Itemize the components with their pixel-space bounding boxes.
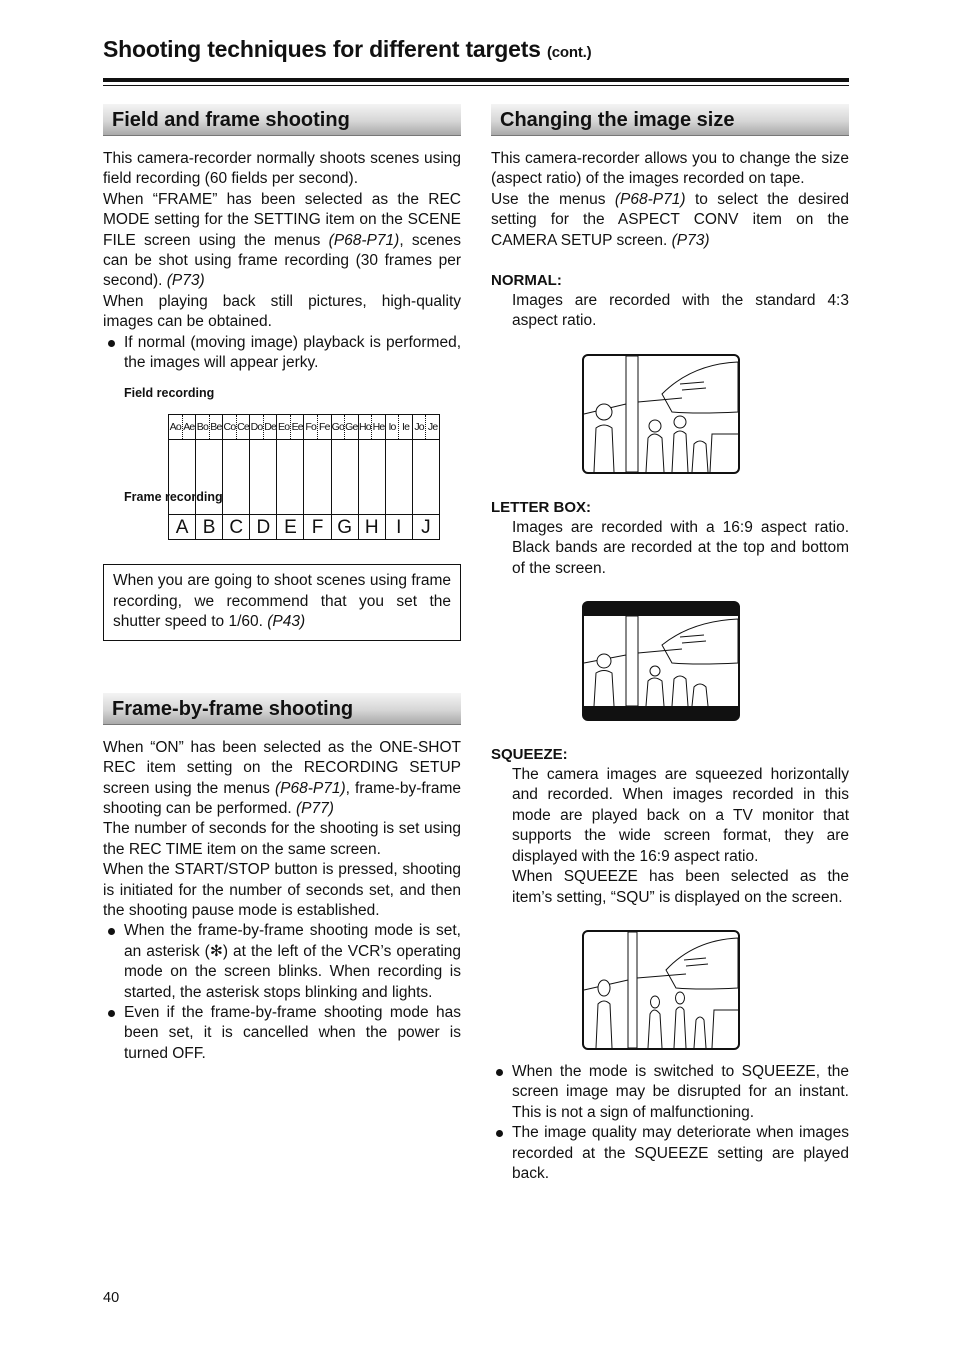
left-column xyxy=(103,104,461,1064)
even-field-label: De xyxy=(264,421,277,434)
title-rule-thick xyxy=(103,78,849,82)
frame-cell: J xyxy=(412,515,439,539)
squeeze-aspect-illustration xyxy=(582,930,740,1050)
page-number: 40 xyxy=(103,1290,120,1306)
odd-field-label: Jo xyxy=(413,415,427,439)
even-field-label: Be xyxy=(210,421,222,434)
recommendation-note-box xyxy=(103,564,461,640)
field-cell xyxy=(222,415,249,439)
field-cell xyxy=(331,415,358,439)
frame-cell: F xyxy=(303,515,330,539)
frame-by-frame-bullet-1: When the frame-by-frame shooting mode is set, an asterisk (✻) at the left of the VCR’s operating mode on the screen blinks. When recording is started, the asterisk stops blinking and lights. xyxy=(103,921,461,1003)
frame-recording-caption: Frame recording xyxy=(124,490,223,505)
frame-by-frame-para-1: When “ON” has been selected as the ONE-SHOT REC item setting on the RECORDING SETUP screen using the menus (P68-P71), frame-by-frame shooting can be performed. (P77) xyxy=(103,738,461,817)
letterbox-aspect-illustration xyxy=(582,601,740,721)
squeeze-label: SQUEEZE: xyxy=(491,746,568,764)
diagram-connector xyxy=(222,440,249,514)
field-cell xyxy=(276,415,303,439)
field-cell xyxy=(195,415,222,439)
field-frame-para-3: When playing back still pictures, high-quality images can be obtained. xyxy=(103,292,461,331)
odd-field-label: Bo xyxy=(196,415,210,439)
diagram-connector xyxy=(331,440,358,514)
even-field-label: Fe xyxy=(318,421,330,434)
title-rule-thin xyxy=(103,85,849,86)
diagram-connector xyxy=(303,440,330,514)
frame-cell: C xyxy=(222,515,249,539)
field-frame-bullet-1: If normal (moving image) playback is performed, the images will appear jerky. xyxy=(103,333,461,374)
section-heading-field-frame: Field and frame shooting xyxy=(103,104,461,136)
odd-field-label: Ao xyxy=(169,415,183,439)
diagram-connector xyxy=(276,440,303,514)
odd-field-label: Do xyxy=(250,415,264,439)
diagram-connector xyxy=(385,440,412,514)
squeeze-description-1: The camera images are squeezed horizontally and recorded. When images recorded in this mode are played back on a TV monitor that supports the wide screen format, they are displayed with the 16:9 aspect ratio. xyxy=(512,766,849,865)
page-ref: (P68-P71) xyxy=(614,190,686,208)
page-title-suffix: (cont.) xyxy=(546,44,592,61)
frame-cell: A xyxy=(175,517,189,539)
frame-cell: B xyxy=(195,515,222,539)
field-recording-row xyxy=(168,414,440,440)
page-ref: (P68-P71) xyxy=(275,779,346,797)
even-field-label: Je xyxy=(427,421,438,434)
odd-field-label: Ho xyxy=(359,415,373,439)
frame-cell: D xyxy=(249,515,276,539)
airport-scene-illustration-squeeze xyxy=(582,930,740,1050)
letterbox-label: LETTER BOX: xyxy=(491,498,591,516)
odd-field-label: Go xyxy=(332,415,346,439)
right-column xyxy=(491,104,849,1184)
frame-by-frame-para-3: When the START/STOP button is pressed, shooting is initiated for the number of seconds set, and then the shooting pause mode is established. xyxy=(103,861,461,919)
normal-description: Images are recorded with the standard 4:3 aspect ratio. xyxy=(512,292,849,330)
frame-cell: I xyxy=(385,515,412,539)
normal-label: NORMAL: xyxy=(491,272,562,290)
frame-cell: H xyxy=(358,515,385,539)
diagram-connector xyxy=(412,440,440,514)
frame-by-frame-bullet-2: Even if the frame-by-frame shooting mode has been set, it is cancelled when the power is turned OFF. xyxy=(103,1003,461,1064)
odd-field-label: Eo xyxy=(277,415,291,439)
even-field-label: Ge xyxy=(345,421,358,434)
diagram-connector xyxy=(358,440,385,514)
frame-cell: G xyxy=(331,515,358,539)
field-cell xyxy=(412,415,439,439)
frame-cell: E xyxy=(276,515,303,539)
even-field-label: He xyxy=(372,421,385,434)
image-size-para-1: This camera-recorder allows you to change the size (aspect ratio) of the images recorded on tape. xyxy=(491,150,849,188)
page-ref: (P77) xyxy=(296,799,334,817)
image-size-para-2: Use the menus (P68-P71) to select the desired setting for the ASPECT CONV item on the CAMERA SETUP screen. (P73) xyxy=(491,190,849,249)
page-ref: (P43) xyxy=(267,613,306,631)
squeeze-bullet-1: When the mode is switched to SQUEEZE, the screen image may be disrupted for an instant. This is not a sign of malfunctioning. xyxy=(491,1062,849,1123)
page-ref: (P68-P71) xyxy=(328,231,400,249)
section-heading-image-size: Changing the image size xyxy=(491,104,849,136)
field-cell xyxy=(358,415,385,439)
field-frame-diagram xyxy=(103,386,461,564)
airport-scene-illustration-letterbox xyxy=(582,601,740,721)
page-title: Shooting techniques for different targets (cont.) xyxy=(103,36,592,62)
field-frame-para-1: This camera-recorder normally shoots scenes using field recording (60 fields per second). xyxy=(103,150,461,188)
even-field-label: Ie xyxy=(401,421,410,434)
field-frame-para-2: When “FRAME” has been selected as the REC MODE setting for the SETTING item on the SCENE FILE screen using the menus (P68-P71), scenes can be shot using frame recording (30 frames per second). (P73) xyxy=(103,190,461,290)
odd-field-label: Co xyxy=(223,415,237,439)
page-ref: (P73) xyxy=(166,272,205,290)
squeeze-bullet-2: The image quality may deteriorate when images recorded at the SQUEEZE setting are played back. xyxy=(491,1123,849,1184)
field-cell xyxy=(303,415,330,439)
recommendation-note: When you are going to shoot scenes using frame recording, we recommend that you set the shutter speed to 1/60. (P43) xyxy=(113,572,451,631)
odd-field-label: Io xyxy=(386,415,400,439)
even-field-label: Ce xyxy=(237,421,249,434)
section-heading-frame-by-frame: Frame-by-frame shooting xyxy=(103,693,461,725)
field-cell xyxy=(169,415,195,439)
airport-scene-illustration-normal xyxy=(582,354,740,474)
letterbox-description: Images are recorded with a 16:9 aspect ratio. Black bands are recorded at the top and bottom of the screen. xyxy=(512,518,849,577)
normal-aspect-illustration xyxy=(582,354,740,474)
squeeze-description-2: When SQUEEZE has been selected as the item’s setting, “SQU” is displayed on the screen. xyxy=(512,868,849,906)
page-ref: (P73) xyxy=(671,231,710,249)
frame-by-frame-para-2: The number of seconds for the shooting is set using the REC TIME item on the same screen. xyxy=(103,820,461,858)
diagram-connector xyxy=(249,440,276,514)
odd-field-label: Fo xyxy=(304,415,318,439)
frame-recording-row xyxy=(168,514,440,540)
field-cell xyxy=(385,415,412,439)
even-field-label: Ee xyxy=(291,421,303,434)
field-recording-caption: Field recording xyxy=(124,386,215,401)
field-cell xyxy=(249,415,276,439)
even-field-label: Ae xyxy=(183,421,195,434)
